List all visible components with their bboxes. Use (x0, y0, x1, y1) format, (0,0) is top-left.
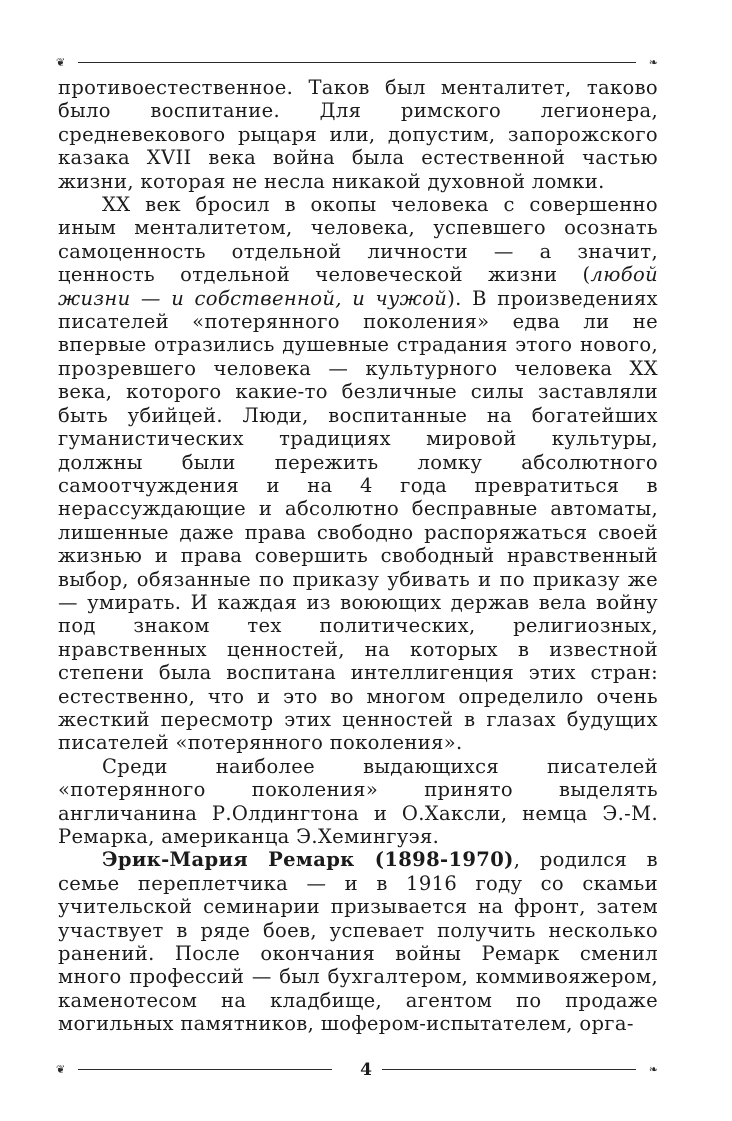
paragraph-2-end: ). В произведениях писателей «потерянного поколения» едва ли не впервые отразились душевные страдания этого нового, прозревшего человека — культурного человека XX века, которого какие-то безличные силы заставляли быть убийцей. Люди, воспитанные на богатейших гуманистических традициях мировой культуры, должны были пережить ломку абсолютного самоотчуждения и на 4 года превратиться в нерассуждающие и абсолютно бесправные автоматы, лишенные даже права свободно распоряжаться своей жизнью и права совершить свободный нравственный выбор, обязанные по приказу убивать и по приказу же — умирать. И каждая из воюющих держав вела войну под знаком тех политических, религиозных, нравственных ценностей, на которых в известной степени была воспитана интеллигенция этих стран: естественно, что и это во многом определило очень жесткий пересмотр этих ценностей в глазах будущих писателей «потерянного поколения». (58, 286, 658, 755)
author-heading: Эрик-Мария Ремарк (1898-1970) (102, 848, 514, 872)
body-text (58, 76, 658, 1036)
page-number: 4 (360, 1060, 372, 1080)
paragraph-3: Среди наиболее выдающихся писателей «потерянного поколения» принято выделять англичанина Р.Олдингтона и О.Хаксли, немца Э.-М. Ремарка, американца Э.Хемингуэя. (58, 754, 658, 848)
paragraph-4-rest: , родился в семье переплетчика — и в 1916 году со скамьи учительской семинарии призывается на фронт, затем участвует в ряде боев, успевает получить несколько ранений. После окончания войны Ремарк сменил много профессий — был бухгалтером, коммивояжером, каменотесом на кладбище, агентом по продаже могильных памятников, шофером-испытателем, орга- (58, 848, 659, 1036)
ornament-left-icon: ❦ (56, 56, 66, 69)
top-decorative-rule (56, 56, 658, 70)
paragraph-1: противоестественное. Таков был менталитет, таково было воспитание. Для римского легионера, средневекового рыцаря или, допустим, запорожского казака XVII века война была естественной частью жизни, которая не несла никакой духовной ломки. (58, 76, 658, 193)
ornament-left-icon: ❦ (56, 1063, 66, 1076)
ornament-right-icon: ❧ (648, 56, 658, 69)
paragraph-2-start: XX век бросил в окопы человека с совершенно иным менталитетом, человека, успевшего осознать самоценность отдельной личности — а значит, ценность отдельной человеческой жизни ( (58, 193, 658, 287)
paragraph-4 (58, 848, 658, 1035)
top-rule-line (78, 62, 636, 63)
ornament-right-icon: ❧ (648, 1063, 658, 1076)
paragraph-2-italic: любой жизни — и собственной, и чужой (58, 263, 658, 310)
paragraph-2 (58, 193, 658, 755)
